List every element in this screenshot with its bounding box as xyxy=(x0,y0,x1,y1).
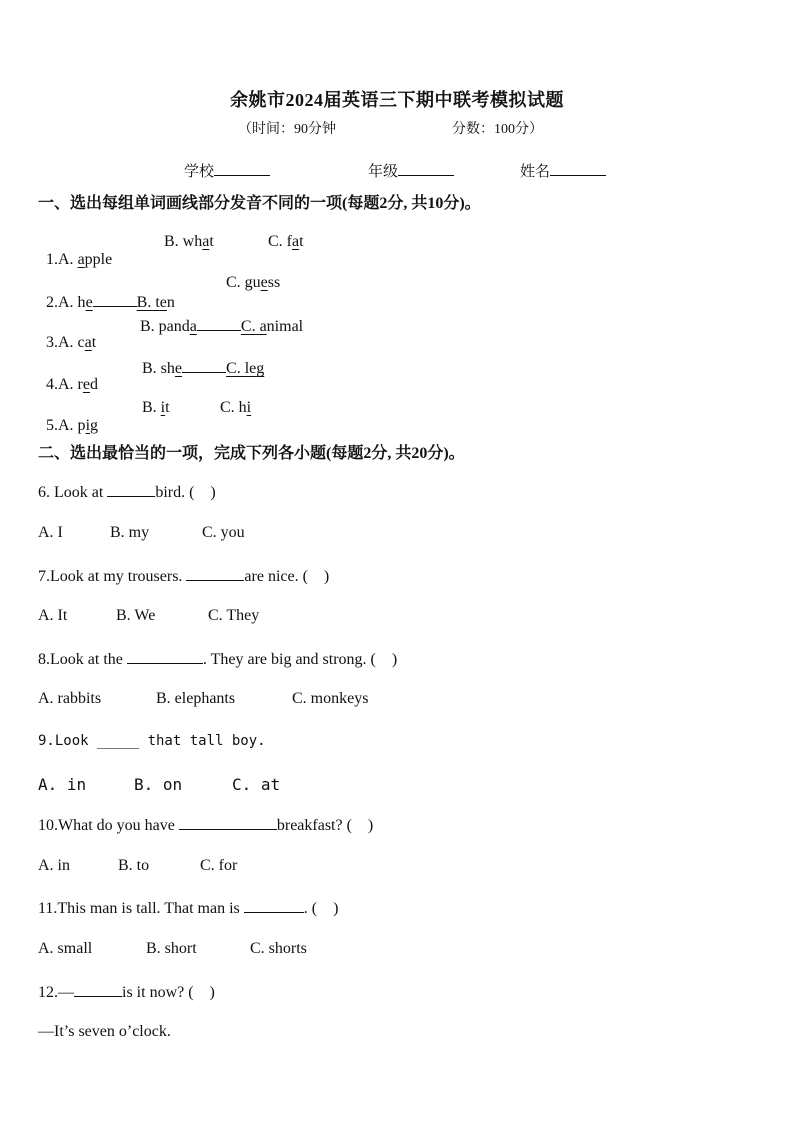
option-a-prefix: A. xyxy=(58,251,78,268)
grade-label: 年级 xyxy=(368,164,399,180)
name-label: 姓名 xyxy=(520,164,551,180)
decorative-underline xyxy=(182,358,226,373)
question-7-option-c: C. They xyxy=(208,607,260,624)
question-12-answer: —It’s seven o’clock. xyxy=(38,1023,171,1040)
question-6-option-b: B. my xyxy=(110,524,150,541)
answer-blank[interactable] xyxy=(74,982,122,997)
question-2: 2.A. he B. ten xyxy=(46,294,175,311)
question-5: 5.A. pig xyxy=(46,417,99,434)
time-info: （时间：90分钟 xyxy=(238,122,336,137)
question-10-option-a: A. in xyxy=(38,857,70,874)
question-11-option-a: A. small xyxy=(38,940,93,957)
question-1-option-c: C. fat xyxy=(268,233,304,250)
question-11-option-b: B. short xyxy=(146,940,197,957)
question-7: 7.Look at my trousers. are nice. ( ) xyxy=(38,568,330,585)
question-1 xyxy=(38,233,112,269)
answer-blank[interactable] xyxy=(107,482,155,497)
option-a-suffix: pple xyxy=(84,251,113,268)
question-9-option-a: A. in xyxy=(38,775,87,794)
question-11-option-c: C. shorts xyxy=(250,940,307,957)
score-info: 分数：100分） xyxy=(452,122,543,137)
question-8-option-c: C. monkeys xyxy=(292,690,369,707)
school-label: 学校 xyxy=(184,164,215,180)
answer-blank[interactable] xyxy=(127,649,203,664)
question-number: 4. xyxy=(46,376,58,393)
question-number: 2. xyxy=(46,294,58,311)
question-5-option-c: C. hi xyxy=(220,399,252,416)
name-field[interactable] xyxy=(520,160,606,181)
page-title: 余姚市2024届英语三下期中联考模拟试题 xyxy=(230,90,564,110)
question-9: 9.Look _____ that tall boy. xyxy=(38,733,266,749)
decorative-underline xyxy=(93,292,137,307)
question-7-option-b: B. We xyxy=(116,607,156,624)
question-6: 6. Look at bird. ( ) xyxy=(38,484,216,501)
question-8: 8.Look at the . They are big and strong. ( ) xyxy=(38,651,398,668)
question-number: 3. xyxy=(46,334,58,351)
question-number: 1. xyxy=(46,251,58,268)
question-8-option-b: B. elephants xyxy=(156,690,236,707)
question-1-option-b: B. what xyxy=(164,233,214,250)
question-4: 4.A. red xyxy=(46,376,98,393)
question-8-option-a: A. rabbits xyxy=(38,690,102,707)
decorative-underline xyxy=(197,316,241,331)
question-6-option-a: A. I xyxy=(38,524,63,541)
question-9-option-b: B. on xyxy=(134,775,183,794)
name-blank[interactable] xyxy=(550,161,606,176)
question-2-option-c: C. guess xyxy=(226,274,281,291)
school-field[interactable] xyxy=(184,160,270,181)
answer-blank[interactable] xyxy=(179,815,277,830)
question-7-option-a: A. It xyxy=(38,607,68,624)
question-3: 3.A. cat xyxy=(46,334,97,351)
answer-blank[interactable] xyxy=(244,898,304,913)
question-9-option-c: C. at xyxy=(232,775,281,794)
grade-field[interactable] xyxy=(368,160,454,181)
school-blank[interactable] xyxy=(214,161,270,176)
question-6-option-c: C. you xyxy=(202,524,245,541)
answer-blank[interactable] xyxy=(186,566,244,581)
question-12: 12.— is it now? ( ) xyxy=(38,984,215,1001)
grade-blank[interactable] xyxy=(398,161,454,176)
question-10-option-c: C. for xyxy=(200,857,238,874)
question-4-option-b: B. she C. leg xyxy=(142,360,265,377)
question-10: 10.What do you have breakfast? ( ) xyxy=(38,817,374,834)
question-3-option-b: B. panda C. animal xyxy=(140,318,304,335)
section2-heading: 二、选出最恰当的一项，完成下列各小题(每题2分, 共20分)。 xyxy=(38,445,465,462)
section1-heading: 一、选出每组单词画线部分发音不同的一项(每题2分, 共10分)。 xyxy=(38,195,481,212)
question-5-option-b: B. it xyxy=(142,399,170,416)
question-number: 5. xyxy=(46,417,58,434)
option-a-underlined: a xyxy=(77,251,85,268)
question-11: 11.This man is tall. That man is . ( ) xyxy=(38,900,339,917)
option-b-prefix: B. t xyxy=(136,294,160,311)
question-10-option-b: B. to xyxy=(118,857,150,874)
